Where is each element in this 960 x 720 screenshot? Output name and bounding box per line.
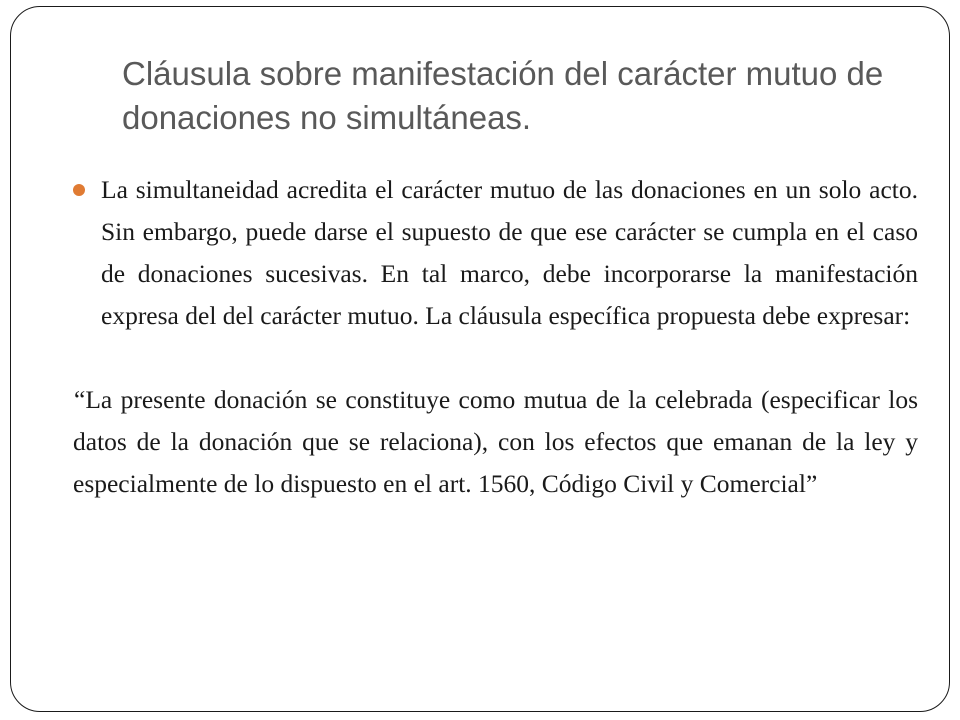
slide-title: Cláusula sobre manifestación del carácter mutuo de donaciones no simultáneas. <box>122 55 884 136</box>
quoted-clause <box>73 379 918 505</box>
bullet-text: La simultaneidad acredita el carácter mutuo de las donaciones en un solo acto. Sin embargo, puede darse el supuesto de que ese carácter se cumpla en el caso de donaciones sucesivas. En tal marco, debe incorporarse la manifestación expresa del del carácter mutuo. La cláusula específica propuesta debe expresar: <box>101 175 918 330</box>
bullet-dot-icon <box>73 184 85 196</box>
slide-frame <box>10 6 950 712</box>
slide-body <box>73 169 918 505</box>
bullet-paragraph <box>73 169 918 337</box>
quoted-clause-text: “La presente donación se constituye como mutua de la celebrada (especificar los datos de la donación que se relaciona), con los efectos que emanan de la ley y especialmente de lo dispuesto en el art. 1560, Código Civil y Comercial” <box>73 385 918 498</box>
